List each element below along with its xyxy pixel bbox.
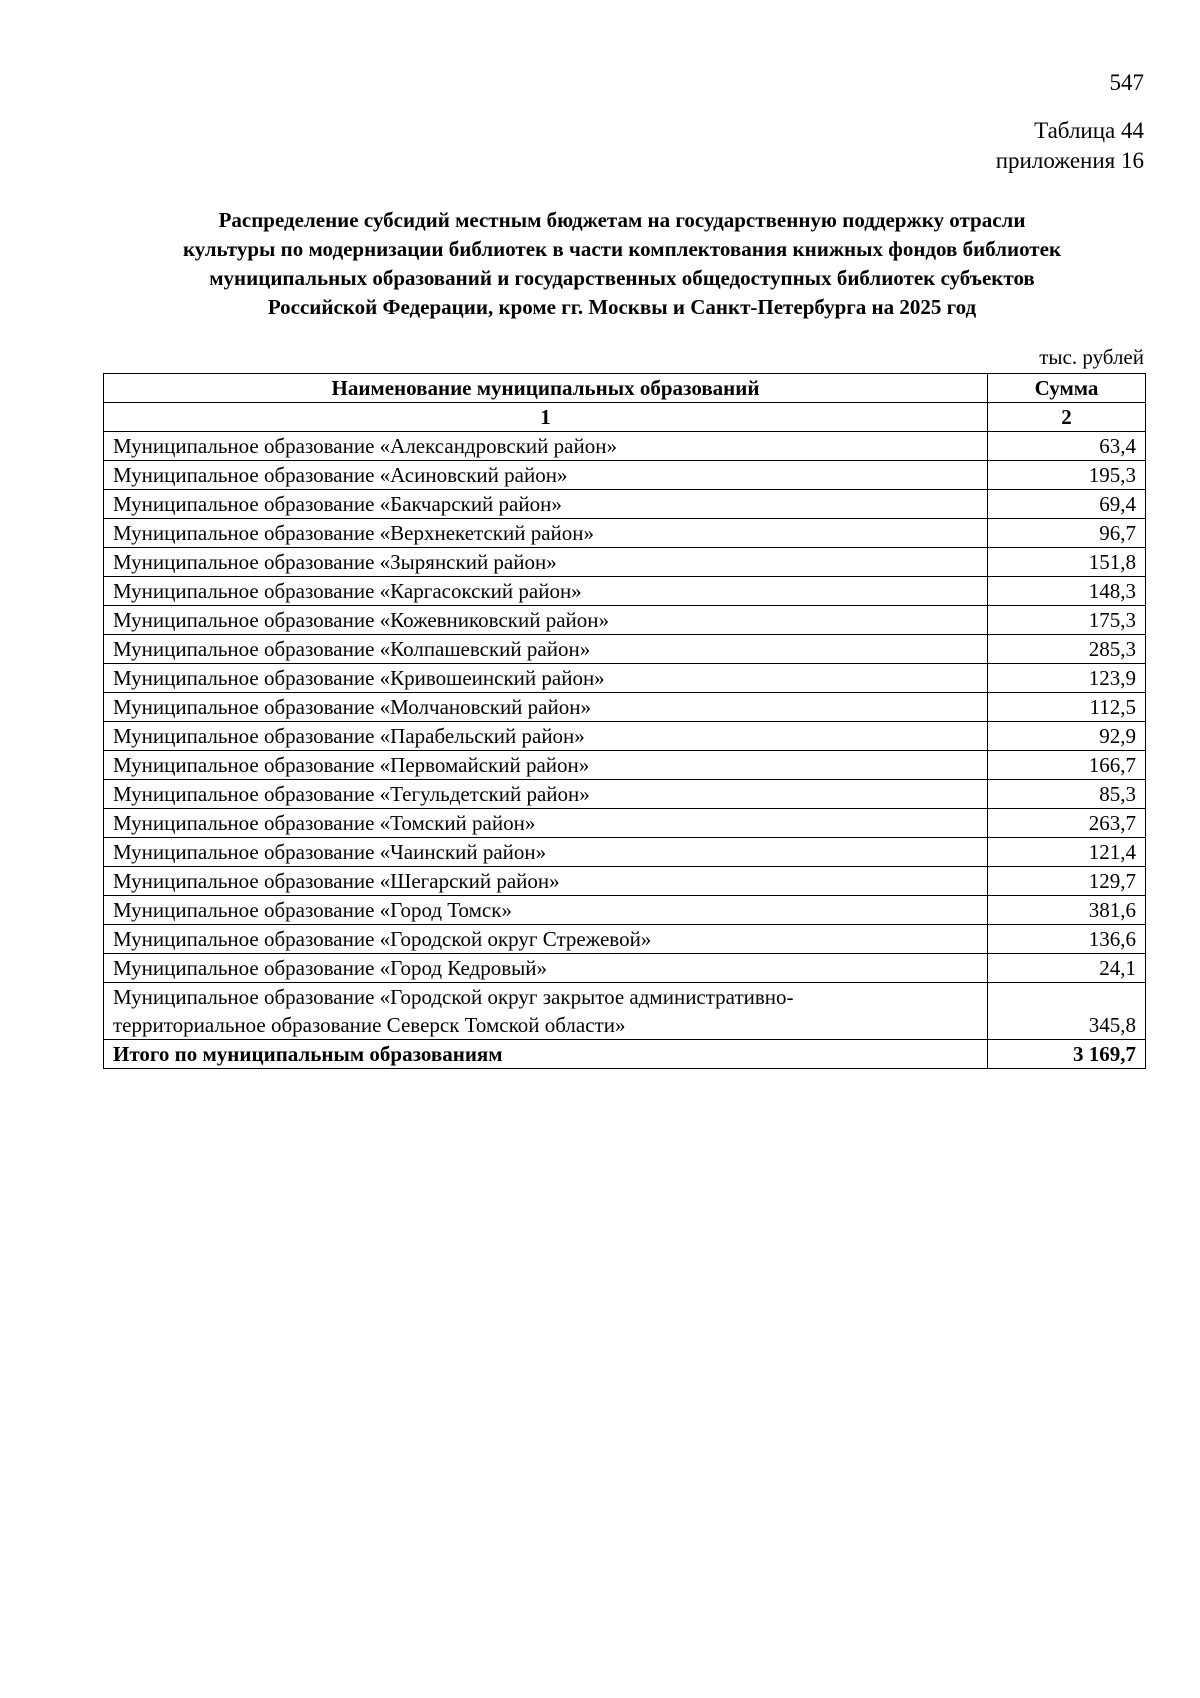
subsidy-amount: 63,4 bbox=[988, 432, 1146, 461]
table-row bbox=[104, 490, 1146, 519]
document-title bbox=[100, 206, 1144, 322]
municipality-name: Муниципальное образование «Парабельский район» bbox=[104, 722, 988, 751]
table-row bbox=[104, 664, 1146, 693]
column-number-1: 1 bbox=[104, 403, 988, 432]
subsidy-amount: 381,6 bbox=[988, 896, 1146, 925]
column-number-row bbox=[104, 403, 1146, 432]
municipality-name: Муниципальное образование «Верхнекетский район» bbox=[104, 519, 988, 548]
municipality-name: Муниципальное образование «Молчановский район» bbox=[104, 693, 988, 722]
table-row bbox=[104, 896, 1146, 925]
table-header-row bbox=[104, 374, 1146, 403]
units-label: тыс. рублей bbox=[1039, 345, 1144, 369]
subsidy-amount: 285,3 bbox=[988, 635, 1146, 664]
municipality-name: Муниципальное образование «Бакчарский район» bbox=[104, 490, 988, 519]
municipality-name: Муниципальное образование «Тегульдетский район» bbox=[104, 780, 988, 809]
table-row bbox=[104, 954, 1146, 983]
municipality-name: Муниципальное образование «Кривошеинский район» bbox=[104, 664, 988, 693]
municipality-name-line: Муниципальное образование «Городской округ закрытое административно- bbox=[113, 985, 794, 1009]
municipality-name: Муниципальное образование «Городской округ Стрежевой» bbox=[104, 925, 988, 954]
page-number: 547 bbox=[1109, 70, 1144, 95]
subsidy-amount: 166,7 bbox=[988, 751, 1146, 780]
subsidy-amount: 129,7 bbox=[988, 867, 1146, 896]
subsidy-amount: 345,8 bbox=[988, 983, 1146, 1040]
subsidy-amount: 151,8 bbox=[988, 548, 1146, 577]
table-row bbox=[104, 983, 1146, 1040]
municipality-name: Муниципальное образование «Шегарский район» bbox=[104, 867, 988, 896]
subsidy-amount: 263,7 bbox=[988, 809, 1146, 838]
subsidy-amount: 195,3 bbox=[988, 461, 1146, 490]
municipality-name: Муниципальное образование «Город Томск» bbox=[104, 896, 988, 925]
municipality-name: Муниципальное образование «Первомайский район» bbox=[104, 751, 988, 780]
document-title-line: Российской Федерации, кроме гг. Москвы и Санкт-Петербурга на 2025 год bbox=[267, 295, 977, 319]
municipality-name: Муниципальное образование «Колпашевский район» bbox=[104, 635, 988, 664]
municipality-name: Муниципальное образование «Кожевниковский район» bbox=[104, 606, 988, 635]
table-row bbox=[104, 693, 1146, 722]
municipality-name: Муниципальное образование «Зырянский район» bbox=[104, 548, 988, 577]
document-title-line: Распределение субсидий местным бюджетам на государственную поддержку отрасли bbox=[218, 208, 1026, 232]
subsidy-amount: 24,1 bbox=[988, 954, 1146, 983]
table-row bbox=[104, 606, 1146, 635]
municipality-name bbox=[104, 983, 988, 1040]
municipality-name: Муниципальное образование «Александровский район» bbox=[104, 432, 988, 461]
table-row bbox=[104, 635, 1146, 664]
column-number-2: 2 bbox=[988, 403, 1146, 432]
municipality-name: Муниципальное образование «Каргасокский район» bbox=[104, 577, 988, 606]
header-name: Наименование муниципальных образований bbox=[104, 374, 988, 403]
subsidy-amount: 92,9 bbox=[988, 722, 1146, 751]
table-row bbox=[104, 548, 1146, 577]
subsidy-amount: 85,3 bbox=[988, 780, 1146, 809]
table-row bbox=[104, 461, 1146, 490]
subsidy-amount: 123,9 bbox=[988, 664, 1146, 693]
total-label: Итого по муниципальным образованиям bbox=[104, 1040, 988, 1069]
document-title-line: культуры по модернизации библиотек в части комплектования книжных фондов библиотек bbox=[182, 237, 1062, 261]
document-title-line: муниципальных образований и государственных общедоступных библиотек субъектов bbox=[209, 266, 1035, 290]
table-row bbox=[104, 722, 1146, 751]
table-reference-line1: Таблица 44 bbox=[1034, 118, 1144, 143]
municipality-name: Муниципальное образование «Чаинский район» bbox=[104, 838, 988, 867]
table-row bbox=[104, 838, 1146, 867]
subsidy-amount: 136,6 bbox=[988, 925, 1146, 954]
municipality-name-line: территориальное образование Северск Томской области» bbox=[113, 1013, 626, 1037]
table-reference bbox=[996, 116, 1144, 176]
total-row bbox=[104, 1040, 1146, 1069]
header-amount: Сумма bbox=[988, 374, 1146, 403]
subsidy-amount: 69,4 bbox=[988, 490, 1146, 519]
table-row bbox=[104, 809, 1146, 838]
subsidy-amount: 121,4 bbox=[988, 838, 1146, 867]
subsidy-amount: 96,7 bbox=[988, 519, 1146, 548]
subsidy-amount: 112,5 bbox=[988, 693, 1146, 722]
subsidy-amount: 148,3 bbox=[988, 577, 1146, 606]
subsidy-table bbox=[103, 373, 1146, 1069]
table-row bbox=[104, 519, 1146, 548]
table-row bbox=[104, 925, 1146, 954]
municipality-name: Муниципальное образование «Томский район» bbox=[104, 809, 988, 838]
table-row bbox=[104, 432, 1146, 461]
table-row bbox=[104, 780, 1146, 809]
total-amount: 3 169,7 bbox=[988, 1040, 1146, 1069]
table-row bbox=[104, 577, 1146, 606]
table-row bbox=[104, 867, 1146, 896]
table-row bbox=[104, 751, 1146, 780]
municipality-name: Муниципальное образование «Город Кедровый» bbox=[104, 954, 988, 983]
municipality-name: Муниципальное образование «Асиновский район» bbox=[104, 461, 988, 490]
subsidy-amount: 175,3 bbox=[988, 606, 1146, 635]
table-reference-line2: приложения 16 bbox=[995, 148, 1144, 173]
